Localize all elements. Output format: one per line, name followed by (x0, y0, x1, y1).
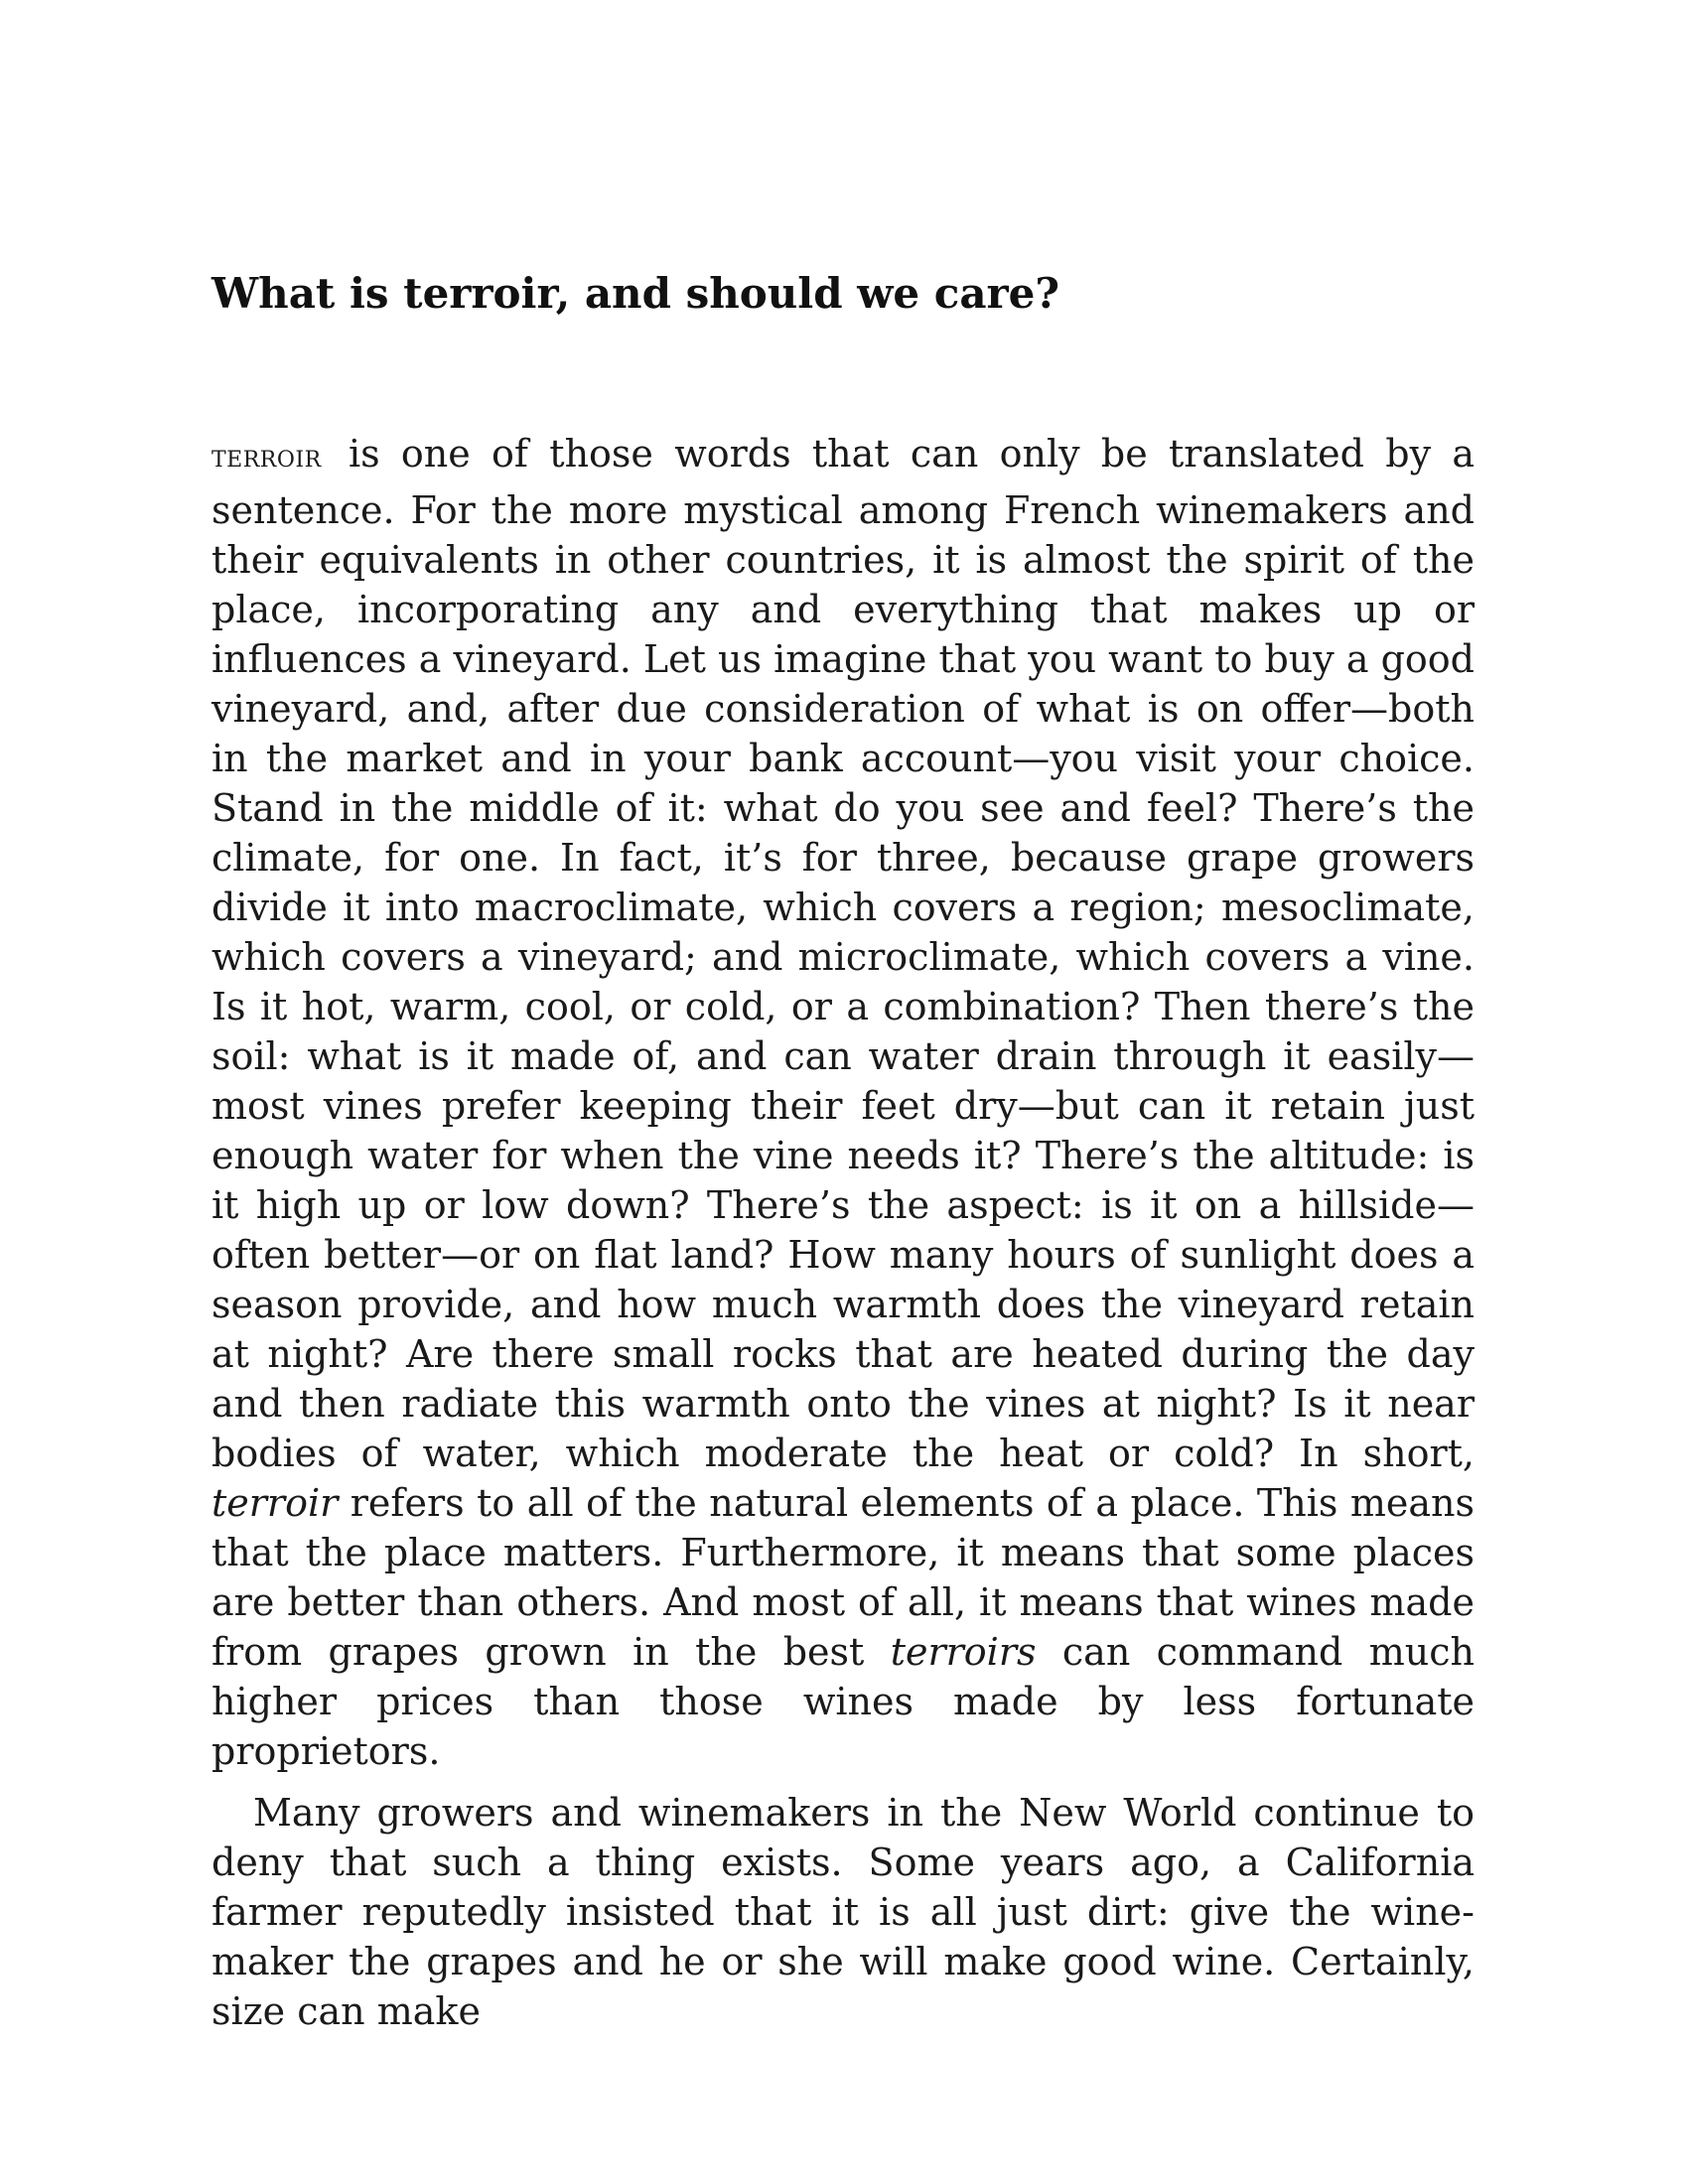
italic-term: terroirs (890, 1630, 1037, 1674)
small-caps-lead-word: TERROIR (211, 448, 322, 473)
body-text (211, 429, 1475, 2036)
book-page (211, 0, 1475, 2184)
paragraph (211, 1788, 1475, 2036)
italic-term: terroir (211, 1481, 339, 1525)
text-run: can command much higher prices than those wines made by less fortunate proprietors. (211, 1630, 1475, 1773)
section-heading: What is terroir, and should we care? (211, 269, 1059, 318)
text-run: is one of those words that can only be translated by a sentence. For the more mystical among French winemakers and their equivalents in other countries, it is almost the spirit of the place, incorporating any and everything that makes up or influences a vineyard. Let us imagine that you want to buy a good vineyard, and, after due consideration of what is on offer—both in the market and in your bank account—you visit your choice. Stand in the middle of it: what do you see and feel? There’s the climate, for one. In fact, it’s for three, because grape growers divide it into macroclimate, which covers a region; mesoclimate, which covers a vineyard; and microclimate, which covers a vine. Is it hot, warm, cool, or cold, or a combination? Then there’s the soil: what is it made of, and can water drain through it easily—most vines prefer keeping their feet dry—but can it retain just enough water for when the vine needs it? There’s the altitude: is it high up or low down? There’s the aspect: is it on a hillside—often better—or on flat land? How many hours of sunlight does a season provide, and how much warmth does the vineyard retain at night? Are there small rocks that are heated during the day and then radiate this warmth onto the vines at night? Is it near bodies of water, which moderate the heat or cold? In short, (211, 432, 1475, 1475)
text-run: refers to all of the natural elements of a place. This means that the place matters. Furthermore, it means that some places are better than others. And most of all, it means that wines made from grapes grown in the best (211, 1481, 1475, 1674)
text-run: Many growers and winemakers in the New World continue to deny that such a thing exists. Some years ago, a California farmer reputedly insisted that it is all just dirt: give the wine-maker the grapes and he or she will make good wine. Certainly, size can make (211, 1791, 1475, 2033)
paragraph (211, 429, 1475, 1776)
